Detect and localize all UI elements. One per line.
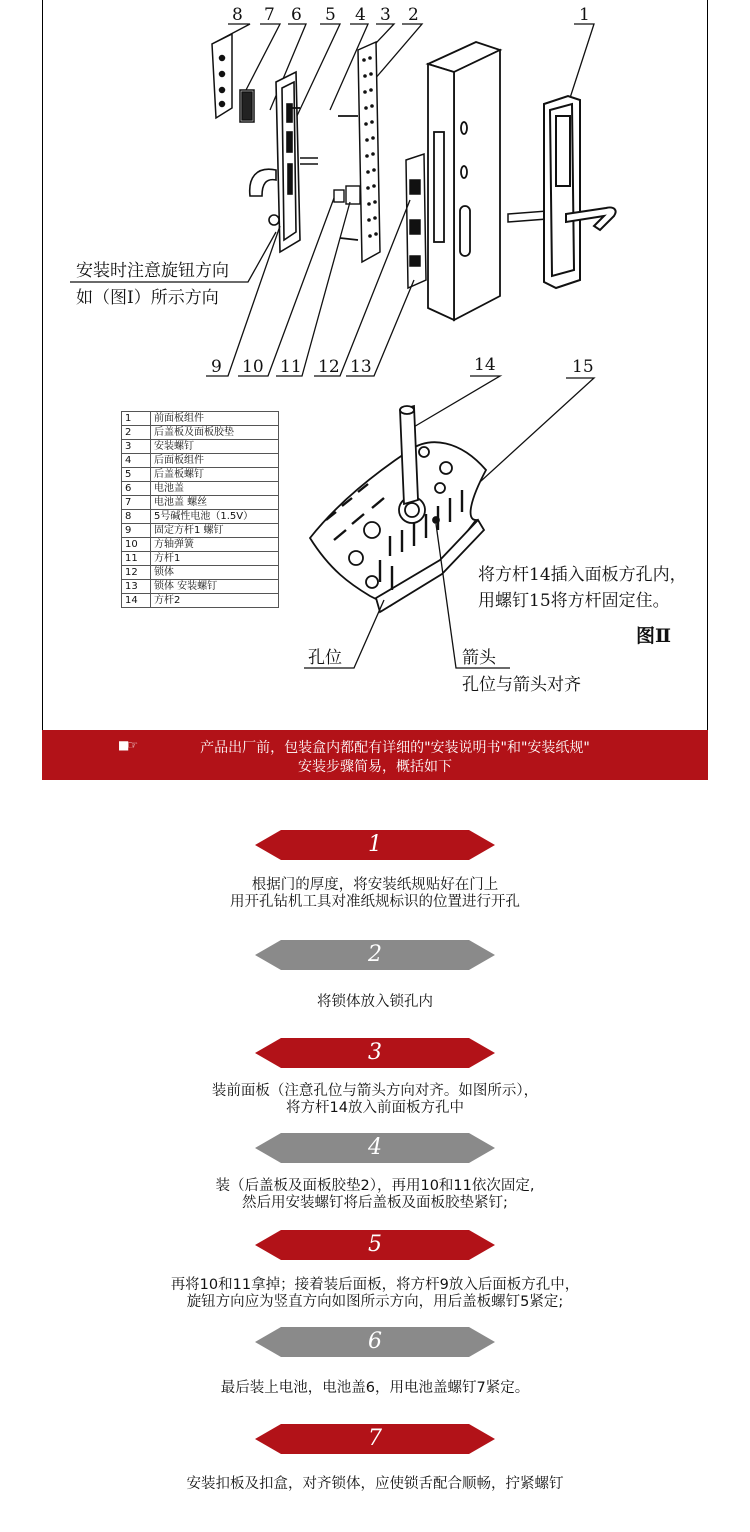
step-description-5 [40, 1277, 710, 1311]
step-text-line: 装前面板（注意孔位与箭头方向对齐。如图所示）， [211, 1083, 539, 1099]
step-number: 3 [368, 1040, 382, 1065]
part-label-9: 9 [211, 357, 222, 377]
part-name: 电池盖 螺丝 [151, 496, 279, 510]
lower-part-labels [211, 357, 372, 377]
part-label-11: 11 [280, 357, 302, 377]
step-number: 4 [368, 1135, 382, 1160]
part-label-6: 6 [291, 5, 302, 25]
step-number: 5 [368, 1232, 382, 1257]
parts-list-table [121, 411, 279, 608]
part-label-14: 14 [474, 355, 496, 375]
parts-table-row [122, 482, 279, 496]
fig2-caption-line2: 用螺钉15将方杆固定住。 [478, 591, 670, 611]
panel-closeup [310, 406, 486, 612]
step-description-3 [40, 1083, 710, 1117]
part-number: 7 [122, 496, 151, 510]
parts-table-row [122, 412, 279, 426]
part-name: 固定方杆1 螺钉 [151, 524, 279, 538]
spindle-spring-part [334, 186, 360, 204]
part-label-7: 7 [264, 5, 275, 25]
part-name: 5号碱性电池（1.5V） [151, 510, 279, 524]
step-description-4 [40, 1178, 710, 1212]
part-number: 10 [122, 538, 151, 552]
parts-table-row [122, 552, 279, 566]
battery-cover-part [212, 34, 232, 118]
hole-label: 孔位 [308, 648, 342, 668]
parts-table-row [122, 510, 279, 524]
step-number: 1 [368, 832, 382, 857]
step-badge-3 [255, 1038, 495, 1068]
part-label-3: 3 [380, 5, 391, 25]
part-label-2: 2 [408, 5, 419, 25]
screws-part [292, 108, 358, 240]
parts-table-row [122, 468, 279, 482]
battery-block-part [240, 90, 254, 122]
banner-line1: 产品出厂前，包装盒内都配有详细的"安装说明书"和"安装纸规" [200, 740, 590, 756]
parts-table-row [122, 538, 279, 552]
step-badge-5 [255, 1230, 495, 1260]
step-text-line: 将锁体放入锁孔内 [317, 994, 433, 1010]
part-name: 电池盖 [151, 482, 279, 496]
step-number: 6 [368, 1329, 382, 1354]
part-number: 14 [122, 594, 151, 608]
part-name: 后面板组件 [151, 454, 279, 468]
step-description-1 [40, 877, 710, 911]
banner-line2: 安装步骤简易，概括如下 [298, 759, 452, 775]
step-text-line: 然后用安装螺钉将后盖板及面板胶垫紧钉; [242, 1195, 508, 1211]
exploded-view-diagram [0, 0, 750, 730]
arrow-label: 箭头 [462, 648, 496, 668]
step-badge-1 [255, 830, 495, 860]
step-badge-4 [255, 1133, 495, 1163]
part-name: 锁体 安装螺钉 [151, 580, 279, 594]
part-number: 4 [122, 454, 151, 468]
parts-table-row [122, 496, 279, 510]
align-note: 孔位与箭头对齐 [462, 675, 581, 695]
front-panel-part [544, 96, 616, 288]
leader-14 [412, 376, 500, 428]
step-number: 7 [368, 1426, 382, 1451]
step-number: 2 [368, 942, 382, 967]
parts-table-row [122, 594, 279, 608]
part-name: 前面板组件 [151, 412, 279, 426]
parts-table-row [122, 566, 279, 580]
step-text-line: 最后装上电池，电池盖6，用电池盖螺钉7紧定。 [220, 1380, 530, 1396]
step-text-line: 将方杆14放入前面板方孔中 [286, 1100, 464, 1116]
fig2-caption-line1: 将方杆14插入面板方孔内， [478, 565, 687, 585]
step-text-line: 装（后盖板及面板胶垫2），再用10和11依次固定, [215, 1178, 535, 1194]
step-text-line: 根据门的厚度，将安装纸规贴好在门上 [251, 877, 499, 893]
part-label-15: 15 [572, 357, 594, 377]
part-name: 后盖板螺钉 [151, 468, 279, 482]
part-number: 13 [122, 580, 151, 594]
part-label-1: 1 [579, 5, 590, 25]
part-name: 方杆1 [151, 552, 279, 566]
part-number: 9 [122, 524, 151, 538]
part-label-10: 10 [242, 357, 264, 377]
part-label-12: 12 [318, 357, 340, 377]
door-slab [428, 42, 500, 320]
step-description-2 [40, 994, 710, 1011]
step-text-line: 旋钮方向应为竖直方向如图所示方向，用后盖板螺钉5紧定; [186, 1294, 564, 1310]
part-label-13: 13 [350, 357, 372, 377]
part-name: 锁体 [151, 566, 279, 580]
parts-table-row [122, 440, 279, 454]
parts-table-row [122, 524, 279, 538]
step-description-7 [40, 1476, 710, 1493]
parts-table-row [122, 454, 279, 468]
part-name: 方轴弹簧 [151, 538, 279, 552]
part-number: 12 [122, 566, 151, 580]
step-text-line: 用开孔钻机工具对准纸规标识的位置进行开孔 [230, 894, 520, 910]
part-name: 后盖板及面板胶垫 [151, 426, 279, 440]
step-text-line: 再将10和11拿掉；接着装后面板，将方杆9放入后面板方孔中， [170, 1277, 580, 1293]
rear-panel-part [250, 72, 318, 252]
rear-gasket-part [358, 42, 380, 262]
part-number: 2 [122, 426, 151, 440]
part-number: 8 [122, 510, 151, 524]
lock-body-part [406, 154, 426, 288]
part-label-5: 5 [325, 5, 336, 25]
pointing-hand-icon: ■☞ [118, 738, 137, 752]
part-name: 方杆2 [151, 594, 279, 608]
parts-table-row [122, 580, 279, 594]
step-badge-6 [255, 1327, 495, 1357]
fig2-title: 图Ⅱ [636, 625, 672, 647]
part-label-4: 4 [355, 5, 366, 25]
part-number: 6 [122, 482, 151, 496]
part-label-8: 8 [232, 5, 243, 25]
top-leader-lines [212, 24, 594, 118]
part-number: 5 [122, 468, 151, 482]
step-text-line: 安装扣板及扣盒，对齐锁体，应使锁舌配合顺畅，拧紧螺钉 [186, 1476, 564, 1492]
step-badge-2 [255, 940, 495, 970]
part-number: 1 [122, 412, 151, 426]
part-name: 安装螺钉 [151, 440, 279, 454]
info-banner [42, 730, 708, 780]
top-part-labels [232, 5, 590, 25]
parts-table-row [122, 426, 279, 440]
install-note-line1: 安装时注意旋钮方向 [76, 261, 229, 281]
step-description-6 [40, 1380, 710, 1397]
part-number: 3 [122, 440, 151, 454]
part-number: 11 [122, 552, 151, 566]
lower-leader-lines [206, 198, 414, 376]
install-note-line2: 如（图Ⅰ）所示方向 [76, 288, 219, 308]
step-badge-7 [255, 1424, 495, 1454]
